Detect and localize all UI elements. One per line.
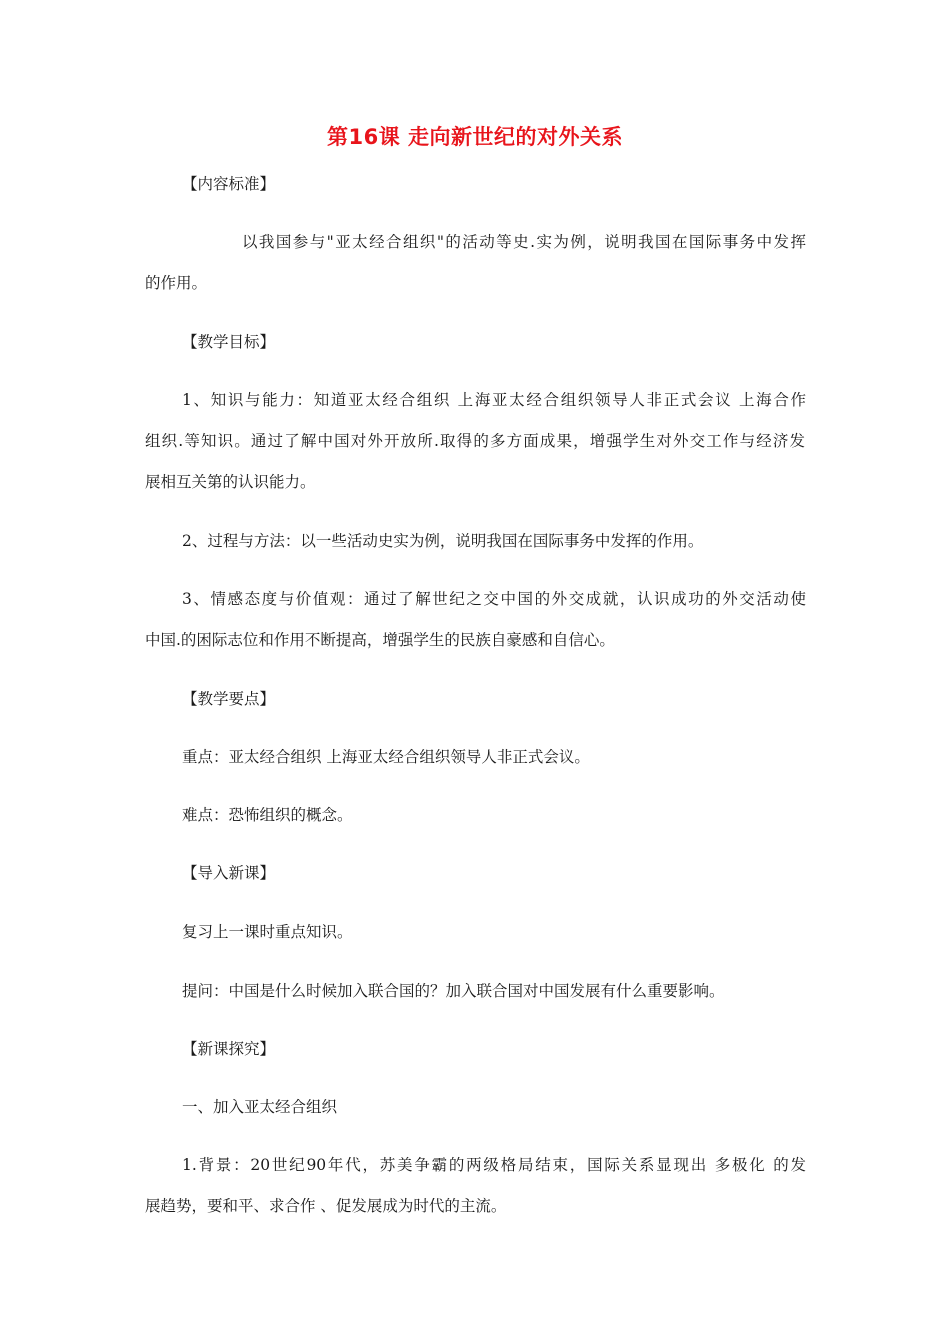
new-lesson-subheading: 一、加入亚太经合组织 xyxy=(182,1098,338,1116)
content-standard-line-1: 以我国参与"亚太经合组织"的活动等史.实为例，说明我国在国际事务中发挥 xyxy=(242,233,806,251)
background-line-1: 1.背景：20世纪90年代，苏美争霸的两级格局结束，国际关系显现出 多极化 的发 xyxy=(182,1156,806,1174)
background-line-2: 展趋势，要和平、求合作 、促发展成为时代的主流。 xyxy=(145,1197,507,1215)
goal-1-line-3: 展相互关第的认识能力。 xyxy=(145,473,316,491)
intro-review: 复习上一课时重点知识。 xyxy=(182,923,353,941)
goal-3-line-1: 3、情感态度与价值观：通过了解世纪之交中国的外交成就，认识成功的外交活动使 xyxy=(182,590,806,608)
heading-teaching-goals: 【教学目标】 xyxy=(182,333,276,351)
lesson-title: 第16课 走向新世纪的对外关系 xyxy=(326,125,624,149)
goal-2: 2、过程与方法：以一些活动史实为例，说明我国在国际事务中发挥的作用。 xyxy=(182,532,704,550)
intro-question: 提问：中国是什么时候加入联合国的？加入联合国对中国发展有什么重要影响。 xyxy=(182,982,725,1000)
goal-1-line-2: 组织.等知识。通过了解中国对外开放所.取得的多方面成果，增强学生对外交工作与经济发 xyxy=(145,432,805,450)
heading-intro: 【导入新课】 xyxy=(182,864,276,882)
heading-new-lesson: 【新课探究】 xyxy=(182,1040,276,1058)
key-point-difficulty: 难点：恐怖组织的概念。 xyxy=(182,806,353,824)
goal-3-line-2: 中国.的困际志位和作用不断提高，增强学生的民族自豪感和自信心。 xyxy=(145,631,615,649)
content-standard-line-2: 的作用。 xyxy=(145,274,208,292)
heading-content-standard: 【内容标准】 xyxy=(182,175,276,193)
key-point-focus: 重点：亚太经合组织 上海亚太经合组织领导人非正式会议。 xyxy=(182,748,590,766)
goal-1-line-1: 1、知识与能力：知道亚太经合组织 上海亚太经合组织领导人非正式会议 上海合作 xyxy=(182,391,806,409)
heading-key-points: 【教学要点】 xyxy=(182,690,276,708)
